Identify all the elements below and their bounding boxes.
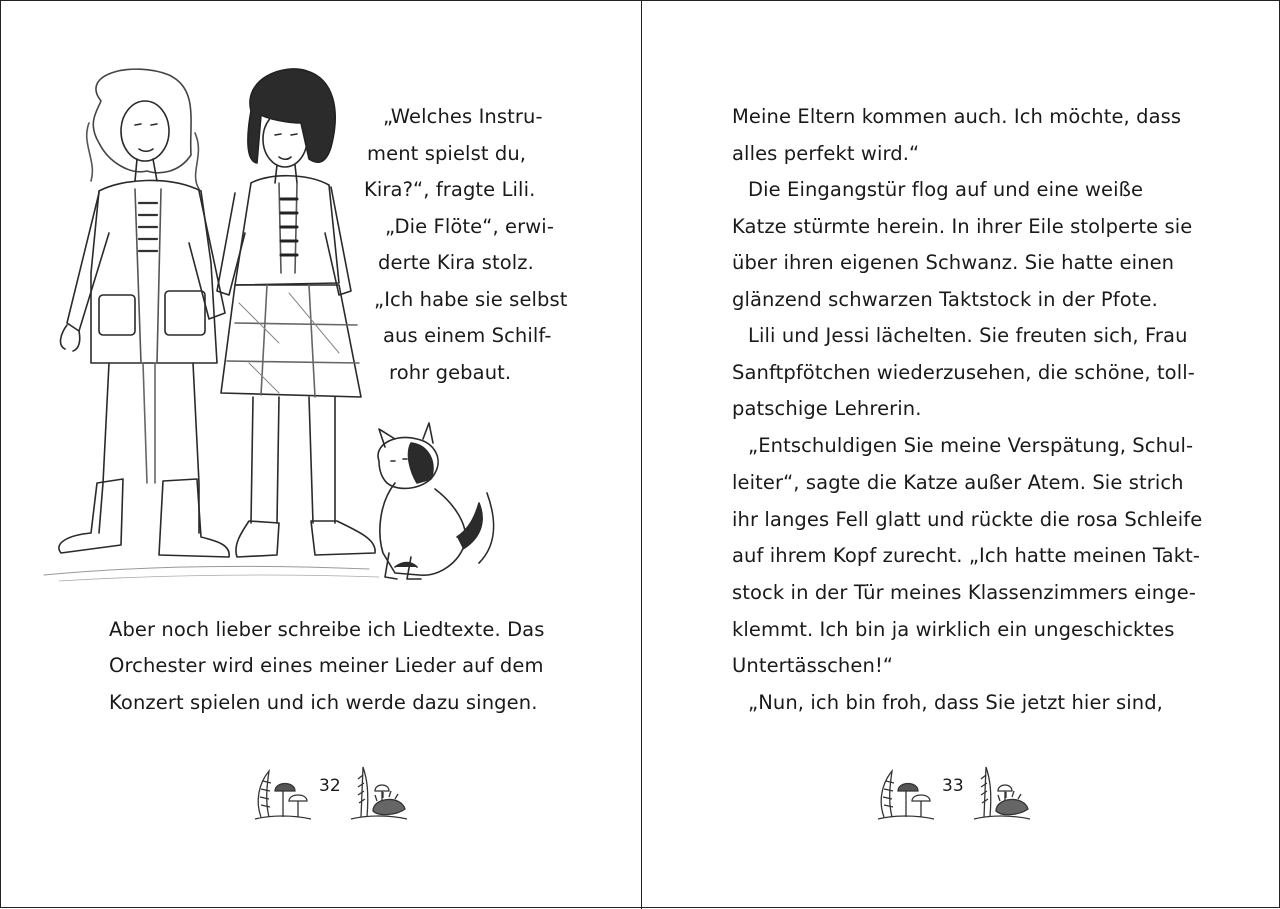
body-text-line: „Entschuldigen Sie meine Verspätung, Schul- [748,434,1194,457]
hedgehog-mushroom-ornament-icon [347,761,409,825]
body-text-line: Konzert spielen und ich werde dazu singen. [109,691,538,714]
body-text-line: Untertässchen!“ [732,654,894,677]
mushroom-fern-ornament-icon [874,761,936,825]
body-text-line: Lili und Jessi lächelten. Sie freuten sich, Frau [748,324,1188,347]
page-footer-right [874,761,1034,825]
page-footer-left [251,761,411,825]
illustration-caption-line: „Die Flöte“, erwi- [385,215,554,238]
body-text-line: Aber noch lieber schreibe ich Liedtexte. Das [109,618,545,641]
body-text-line: auf ihrem Kopf zurecht. „Ich hatte meinen Takt- [732,544,1200,567]
body-text-line: ihr langes Fell glatt und rückte die rosa Schleife [732,508,1203,531]
illustration-caption-line: „Ich habe sie selbst [374,288,568,311]
body-text-line: Meine Eltern kommen auch. Ich möchte, dass [732,105,1182,128]
illustration-caption-line: rohr gebaut. [389,361,512,384]
body-text-line: Katze stürmte herein. In ihrer Eile stolperte sie [732,215,1193,238]
body-text-line: Orchester wird eines meiner Lieder auf dem [109,654,544,677]
body-text-line: „Nun, ich bin froh, dass Sie jetzt hier sind, [748,691,1163,714]
left-page [1,1,641,909]
body-text-line: glänzend schwarzen Taktstock in der Pfote. [732,288,1158,311]
body-text-line: alles perfekt wird.“ [732,142,920,165]
right-page [642,1,1280,909]
page-number: 33 [942,776,964,796]
body-text-line: über ihren eigenen Schwanz. Sie hatte einen [732,251,1175,274]
body-text-line: stock in der Tür meines Klassenzimmers einge- [732,581,1196,604]
body-text-line: klemmt. Ich bin ja wirklich ein ungeschicktes [732,618,1175,641]
body-text-line: Die Eingangstür flog auf und eine weiße [748,178,1144,201]
illustration-caption-line: derte Kira stolz. [378,251,534,274]
body-text-line: patschige Lehrerin. [732,397,922,420]
mushroom-fern-ornament-icon [251,761,313,825]
illustration-caption-line: Kira?“, fragte Lili. [364,178,536,201]
illustration-caption-line: „Welches Instru- [383,105,543,128]
hedgehog-mushroom-ornament-icon [970,761,1032,825]
page-number: 32 [319,776,341,796]
body-text-line: leiter“, sagte die Katze außer Atem. Sie strich [732,471,1184,494]
illustration-caption-line: ment spielst du, [367,142,527,165]
illustration-caption-line: aus einem Schilf- [383,324,552,347]
body-text-line: Sanftpfötchen wiederzusehen, die schöne, toll- [732,361,1195,384]
